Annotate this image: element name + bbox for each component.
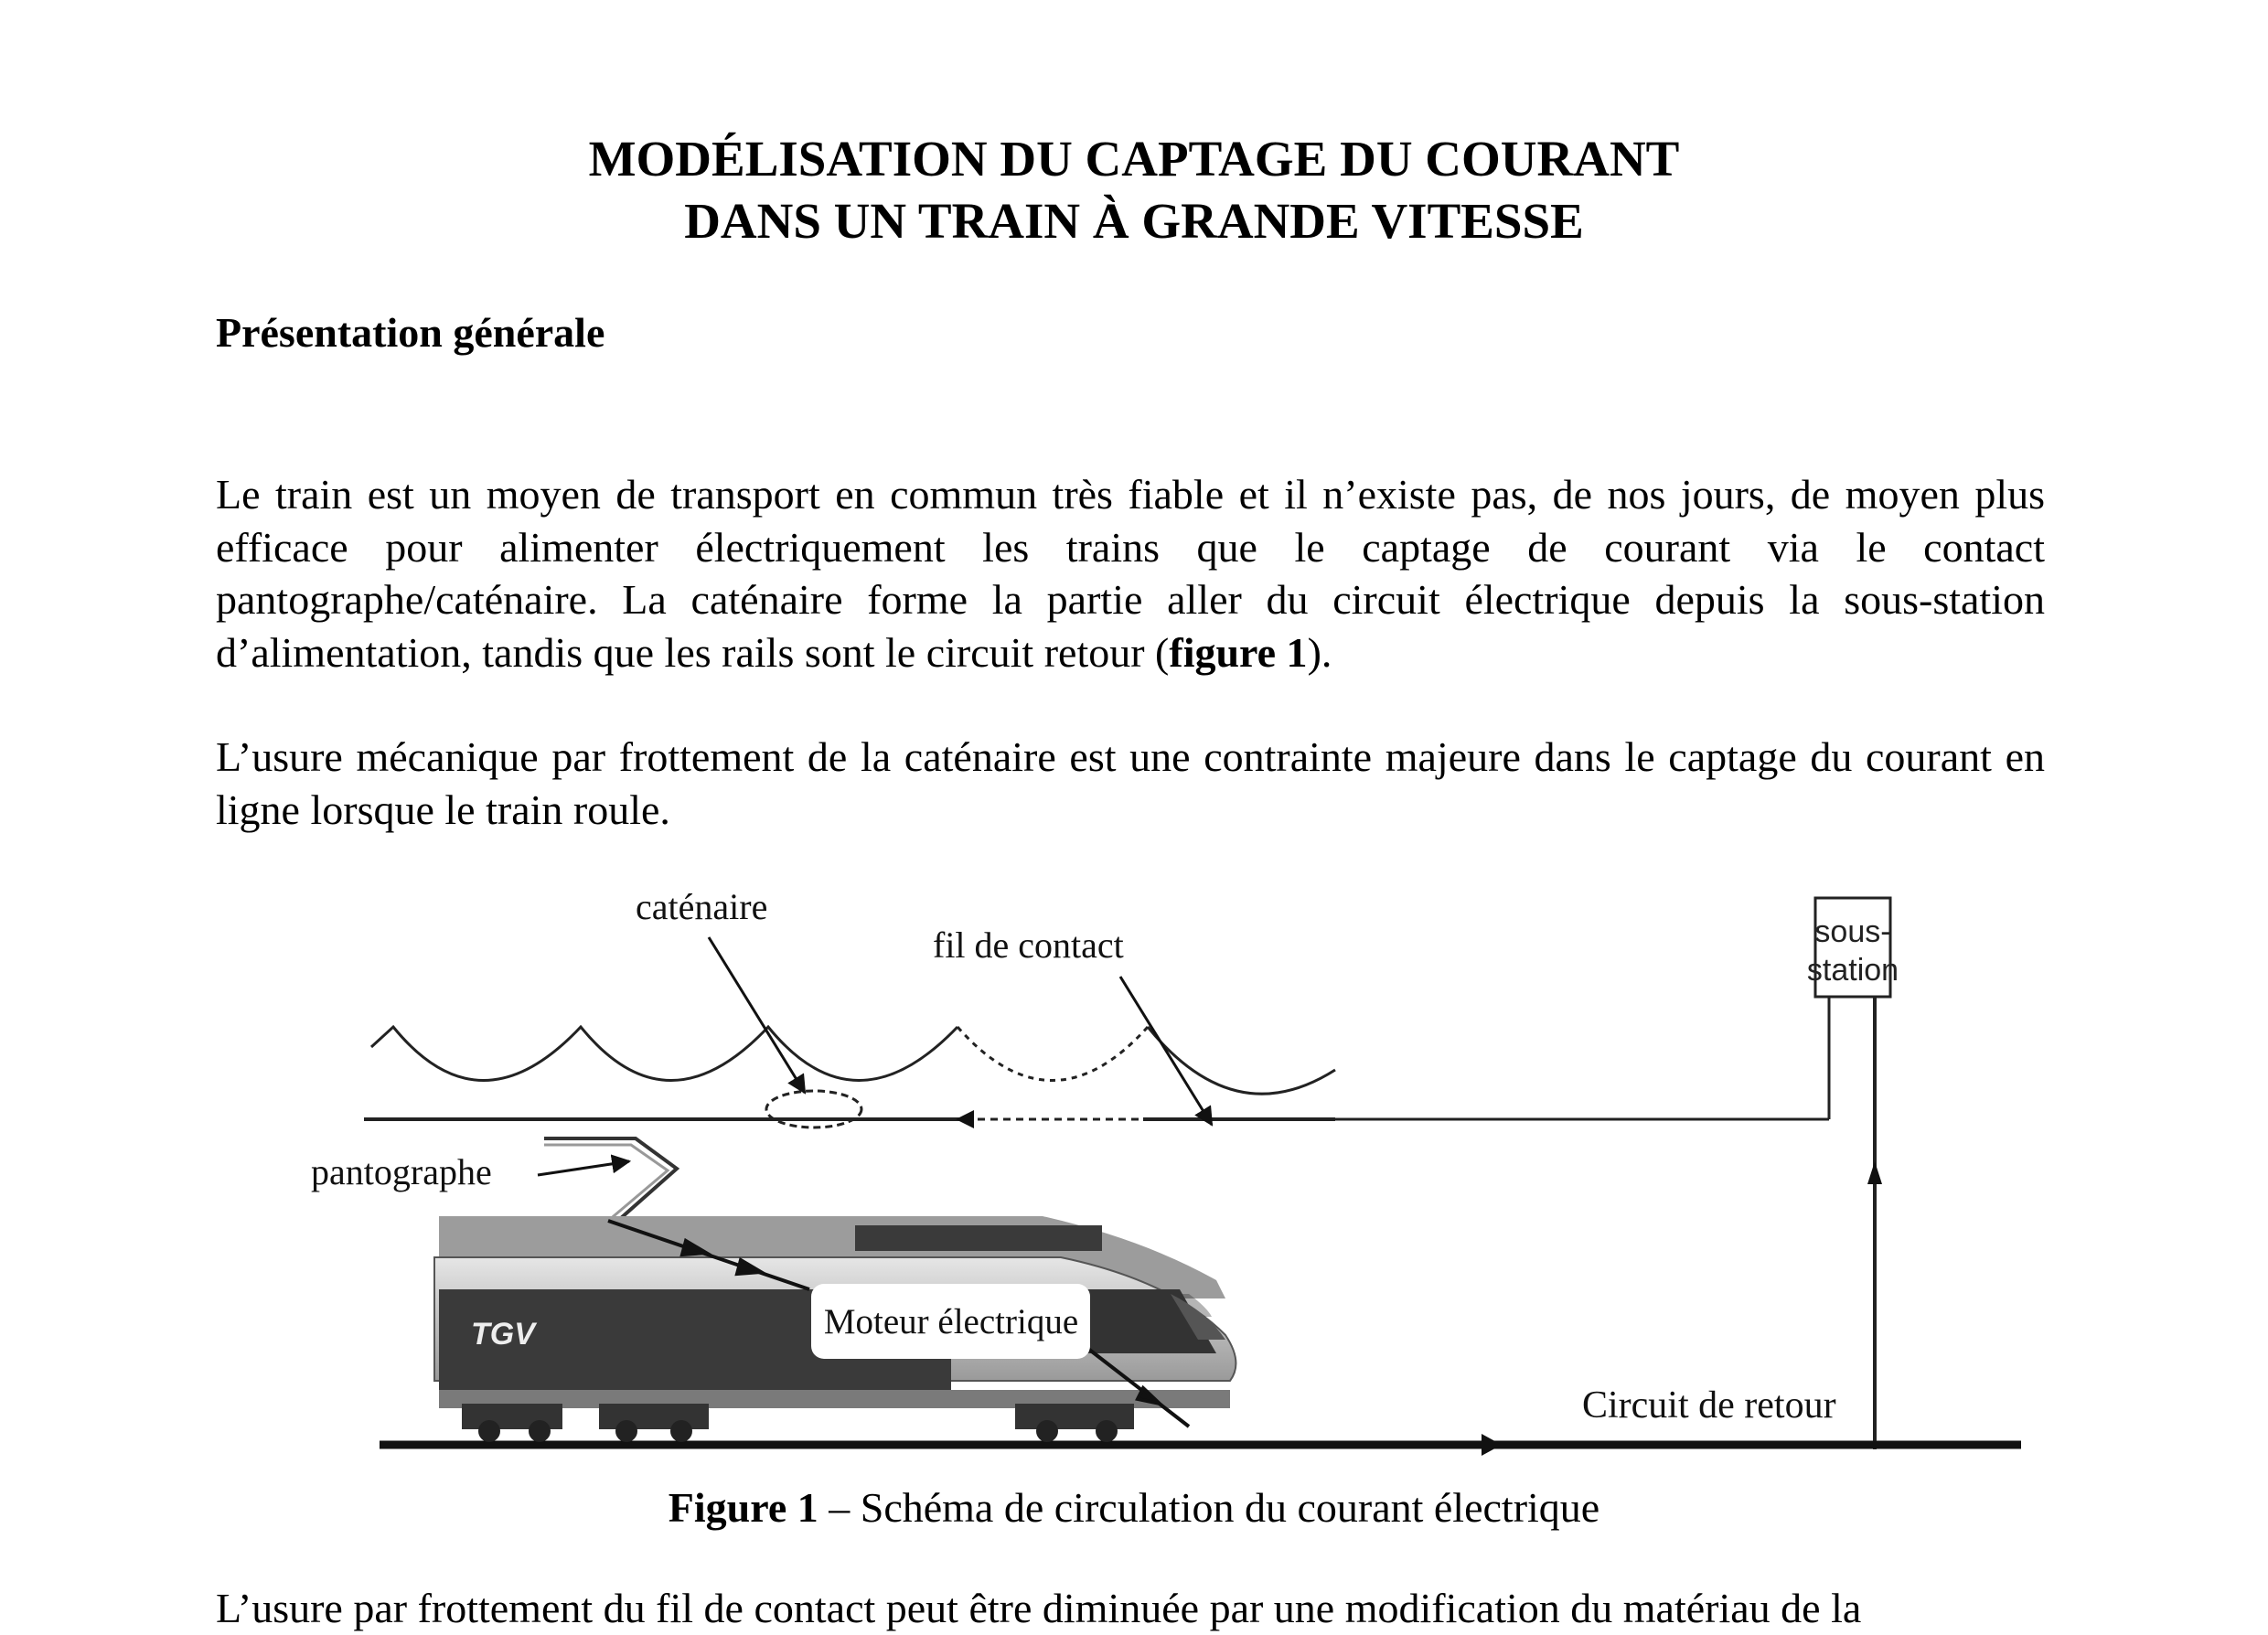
current-direction-arrow	[956, 1110, 974, 1128]
paragraph-3-partial: L’usure par frottement du fil de contact peut être diminuée par une modification du matériau de la	[216, 1585, 1862, 1631]
figure-caption-number: Figure 1	[668, 1484, 818, 1531]
contact-wire	[364, 1110, 1335, 1128]
figure-caption-text: – Schéma de circulation du courant électrique	[818, 1484, 1600, 1531]
substation	[1335, 898, 1899, 1449]
figure-diagram	[293, 878, 2030, 1463]
paragraph-2: L’usure mécanique par frottement de la caténaire est une contrainte majeure dans le captage du courant en ligne lorsque le train roule.	[216, 733, 2045, 833]
title-line-1: MODÉLISATION DU CAPTAGE DU COURANT	[588, 131, 1680, 187]
motor-label: Moteur électrique	[823, 1302, 1079, 1341]
figure-caption	[0, 1481, 2268, 1534]
catenary-wire	[371, 1027, 1335, 1094]
catenary-label: caténaire	[636, 886, 768, 927]
substation-label-1: sous-	[1814, 914, 1891, 949]
title-line-2: DANS UN TRAIN À GRANDE VITESSE	[684, 193, 1584, 249]
tgv-logo: TGV	[471, 1317, 535, 1352]
figure-current-circulation	[293, 878, 2030, 1463]
contact-wire-label: fil de contact	[933, 924, 1124, 966]
pantograph-label: pantographe	[311, 1151, 492, 1192]
paragraph-1	[216, 468, 2045, 679]
contact-point-ellipse	[766, 1091, 861, 1127]
paragraph-1-end: ).	[1307, 628, 1332, 676]
paragraph-1-text: Le train est un moyen de transport en commun très fiable et il n’existe pas, de nos jours, de moyen plus efficace pour alimenter électriquement les trains que le captage de courant via le contact pantographe/caténaire. La caténaire forme la partie aller du circuit électrique depuis la sous-station d’alimentation, tandis que les rails sont le circuit retour (	[216, 471, 2045, 676]
section-heading: Présentation générale	[216, 309, 605, 356]
return-circuit-label: Circuit de retour	[1582, 1384, 1836, 1427]
figure-reference: figure 1	[1169, 628, 1308, 676]
substation-label-2: station	[1806, 953, 1899, 988]
